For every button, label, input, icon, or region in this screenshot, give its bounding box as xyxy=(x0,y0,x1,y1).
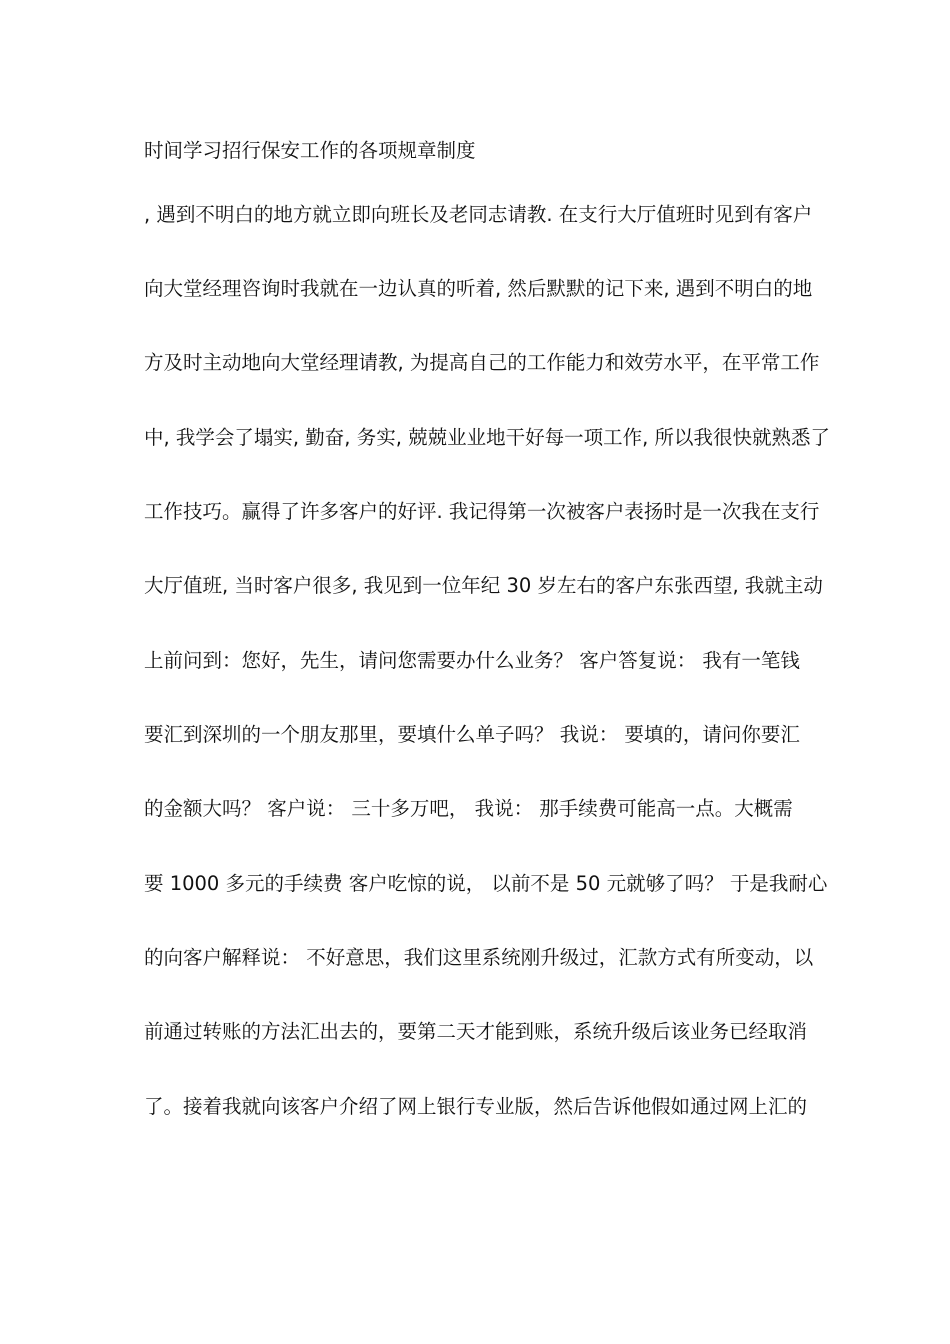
paragraph-line: 的金额大吗？ 客户说： 三十多万吧， 我说： 那手续费可能高一点。大概需 xyxy=(144,797,793,820)
document-title: 时间学习招行保安工作的各项规章制度 xyxy=(144,139,476,162)
paragraph-line: 方及时主动地向大堂经理请教, 为提高自己的工作能力和效劳水平，在平常工作 xyxy=(144,351,820,374)
paragraph-line: 中, 我学会了塌实, 勤奋, 务实, 兢兢业业地干好每一项工作, 所以我很快就熟悉了 xyxy=(144,426,830,449)
paragraph-line: , 遇到不明白的地方就立即向班长及老同志请教. 在支行大厅值班时见到有客户 xyxy=(144,203,813,226)
paragraph-line: 大厅值班, 当时客户很多, 我见到一位年纪 30 岁左右的客户东张西望, 我就主动 xyxy=(144,574,823,597)
paragraph-line: 的向客户解释说： 不好意思，我们这里系统刚升级过，汇款方式有所变动，以 xyxy=(144,946,814,969)
paragraph-line: 了。接着我就向该客户介绍了网上银行专业版，然后告诉他假如通过网上汇的 xyxy=(144,1095,808,1118)
paragraph-line: 要 1000 多元的手续费 客户吃惊的说， 以前不是 50 元就够了吗？ 于是我耐心 xyxy=(144,872,828,895)
paragraph-line: 要汇到深圳的一个朋友那里，要填什么单子吗？ 我说： 要填的，请问你要汇 xyxy=(144,723,800,746)
paragraph-line: 向大堂经理咨询时我就在一边认真的听着, 然后默默的记下来, 遇到不明白的地 xyxy=(144,277,813,300)
paragraph-line: 前通过转账的方法汇出去的，要第二天才能到账，系统升级后该业务已经取消 xyxy=(144,1020,808,1043)
paragraph-line: 上前问到：您好，先生，请问您需要办什么业务？ 客户答复说： 我有一笔钱 xyxy=(144,649,800,672)
paragraph-line: 工作技巧。赢得了许多客户的好评. 我记得第一次被客户表扬时是一次我在支行 xyxy=(144,500,820,523)
